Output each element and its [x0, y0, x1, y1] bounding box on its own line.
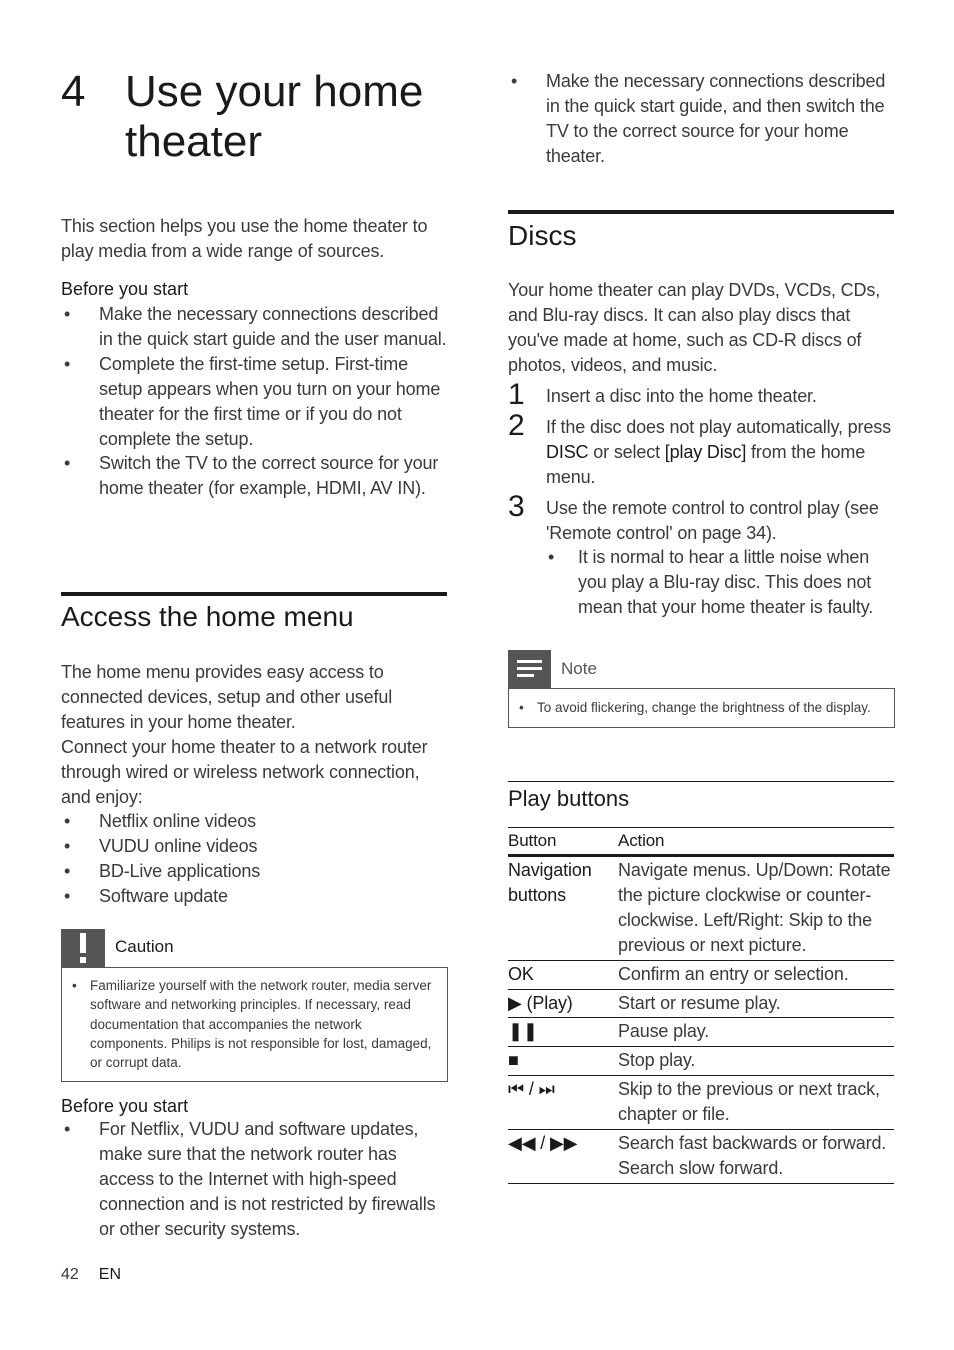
- table-row: [508, 1047, 894, 1076]
- step-2: 2 If the disc does not play automatically, press DISC or select [play Disc] from the home menu.: [508, 408, 891, 487]
- list-item: • Netflix online videos: [64, 811, 256, 832]
- step-3: 3 Use the remote control to control play (see 'Remote control' on page 34). • It is normal to hear a little noise when you play a Blu-ray disc. This does not mean that your home theater is faulty.: [508, 496, 896, 621]
- access-body: [61, 660, 447, 909]
- caution-box: [61, 967, 448, 1082]
- list-item: • BD-Live applications: [64, 861, 261, 882]
- button-cell: OK: [508, 960, 618, 989]
- chapter-title: [125, 67, 423, 167]
- chapter-title-line-1: Use your home: [125, 67, 424, 116]
- section-rule: [508, 210, 894, 214]
- caution-icon: [61, 929, 105, 967]
- page-footer: [61, 1266, 121, 1284]
- before-start-heading-2: Before you start: [61, 1096, 189, 1116]
- button-cell: ◀◀ / ▶▶: [508, 1130, 618, 1184]
- list-item: • Complete the first-time setup. First-time setup appears when you turn on your home theater for the first time or if you do not complete the setup.: [64, 353, 441, 449]
- action-cell: Stop play.: [618, 1047, 894, 1076]
- chapter-title-line-2: theater: [125, 117, 262, 166]
- note-box: [508, 688, 895, 728]
- before-start-list-2: [61, 1117, 447, 1242]
- caution-text: • Familiarize yourself with the network router, media server software and networking principles. If necessary, read documentation that accompanies the network components. Philips is not responsible for lost, damaged, or corrupt data.: [72, 978, 432, 1071]
- discs-steps: [508, 378, 896, 620]
- list-item: • Switch the TV to the correct source for your home theater (for example, HDMI, AV IN).: [64, 453, 439, 499]
- button-cell: ⏮ / ⏭: [508, 1076, 618, 1130]
- list-item: • Make the necessary connections described in the quick start guide, and then switch the TV to the correct source for your home theater.: [511, 71, 886, 166]
- table-row: [508, 960, 894, 989]
- table-row: [508, 1076, 894, 1130]
- subsection-rule: [508, 781, 894, 782]
- list-item: • Software update: [64, 886, 228, 907]
- play-buttons-heading: Play buttons: [508, 786, 630, 811]
- note-text: • To avoid flickering, change the brightness of the display.: [519, 700, 871, 715]
- section-rule: [61, 592, 447, 596]
- intro-text: This section helps you use the home theater to play media from a wide range of sources.: [61, 216, 428, 261]
- table-header-row: [508, 828, 894, 856]
- access-para-1: The home menu provides easy access to connected devices, setup and other useful features in your home theater.: [61, 662, 393, 732]
- step-1: 1 Insert a disc into the home theater.: [508, 378, 817, 411]
- language-code: EN: [98, 1266, 122, 1283]
- action-cell: Pause play.: [618, 1018, 894, 1047]
- before-start-heading-1: Before you start: [61, 279, 189, 299]
- page-number: 42: [61, 1266, 79, 1283]
- note-icon: [508, 650, 551, 688]
- list-item: • For Netflix, VUDU and software updates, make sure that the network router has access to the Internet with high-speed connection and is not restricted by firewalls or other security systems.: [64, 1119, 436, 1239]
- table-row: [508, 1130, 894, 1184]
- right-top-list: [508, 69, 894, 169]
- action-cell: Confirm an entry or selection.: [618, 960, 894, 989]
- chapter-number: 4: [61, 67, 86, 116]
- button-cell: ❚❚: [508, 1018, 618, 1047]
- table-row: [508, 856, 894, 961]
- table-row: [508, 989, 894, 1018]
- list-item: • VUDU online videos: [64, 836, 258, 857]
- button-cell: Navigation buttons: [508, 856, 618, 961]
- before-start-list-1: [61, 302, 451, 501]
- button-cell: ▶ (Play): [508, 989, 618, 1018]
- column-header-button: Button: [508, 828, 618, 856]
- discs-intro: Your home theater can play DVDs, VCDs, CDs, and Blu-ray discs. It can also play discs that you've made at home, such as CD-R discs of photos, videos, and music.: [508, 280, 881, 375]
- step-3-subnote: • It is normal to hear a little noise when you play a Blu-ray disc. This does not mean that your home theater is faulty.: [548, 547, 874, 618]
- play-buttons-table: [508, 828, 894, 1184]
- action-cell: Start or resume play.: [618, 989, 894, 1018]
- action-cell: Navigate menus. Up/Down: Rotate the picture clockwise or counter-clockwise. Left/Right: Skip to the previous or next picture.: [618, 856, 894, 961]
- access-para-2: Connect your home theater to a network router through wired or wireless network connection, and enjoy:: [61, 736, 428, 807]
- access-home-menu-heading: Access the home menu: [61, 601, 354, 632]
- table-row: [508, 1018, 894, 1047]
- discs-heading: Discs: [508, 220, 577, 251]
- action-cell: Search fast backwards or forward. Search slow forward.: [618, 1130, 894, 1184]
- caution-label: Caution: [115, 937, 174, 956]
- list-item: • Make the necessary connections described in the quick start guide and the user manual.: [64, 304, 447, 349]
- note-label: Note: [561, 659, 597, 678]
- button-cell: ■: [508, 1047, 618, 1076]
- column-header-action: Action: [618, 828, 894, 856]
- action-cell: Skip to the previous or next track, chapter or file.: [618, 1076, 894, 1130]
- access-feature-list: [61, 809, 447, 909]
